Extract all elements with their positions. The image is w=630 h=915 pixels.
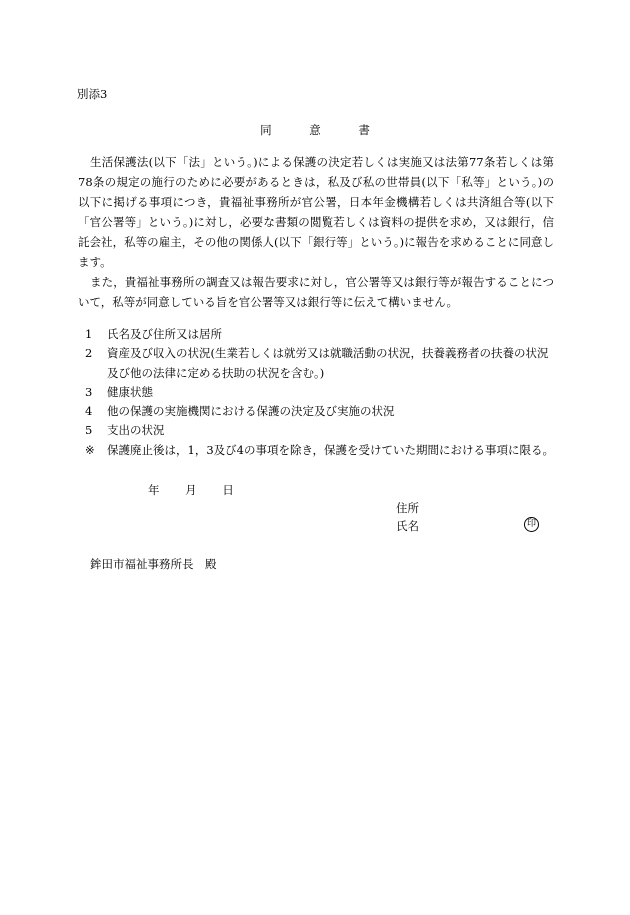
date-month: 月 <box>185 483 197 497</box>
item-number: 4 <box>85 404 93 419</box>
item-text: 他の保護の実施機関における保護の決定及び実施の状況 <box>107 404 395 419</box>
item-text: 資産及び収入の状況(生業若しくは就労又は就職活動の状況，扶養義務者の扶養の状況及び他の法律に定める扶助の状況を含む。) <box>107 346 549 380</box>
list-item <box>85 402 555 421</box>
item-number: ※ <box>85 442 95 457</box>
list-item <box>85 383 555 402</box>
date-year: 年 <box>148 483 160 497</box>
list-item <box>85 421 555 440</box>
item-number: 1 <box>85 327 93 341</box>
consent-paragraph-1: 生活保護法(以下「法」という。)による保護の決定若しくは実施又は法第77条若しくは第78条の規定の施行のために必要があるときは，私及び私の世帯員(以下「私等」という。)の以下に掲げる事項につき，貴福祉事務所が官公署，日本年金機構若しくは共済組合等(以下「官公署等」という。)に対し，必要な書類の閲覧若しくは資料の提供を求め，又は銀行，信託会社，私等の雇主，その他の関係人(以下「銀行等」という。)に報告を求めることに同意します。 <box>78 155 554 269</box>
item-text: 氏名及び住所又は居所 <box>107 327 222 341</box>
address-label: 住所 <box>396 501 419 515</box>
item-number: 2 <box>85 346 93 361</box>
seal-mark-icon: 印 <box>524 517 539 532</box>
date-day: 日 <box>222 483 234 497</box>
list-item <box>85 325 555 344</box>
name-label: 氏名 <box>396 519 419 533</box>
title-char: 同 <box>260 123 272 137</box>
annex-label: 別添3 <box>77 87 108 101</box>
list-item <box>85 344 555 383</box>
item-number: 3 <box>85 384 93 399</box>
date-line <box>148 482 256 498</box>
item-text: 支出の状況 <box>107 423 165 438</box>
item-text: 保護廃止後は，1，3及び4の事項を除き，保護を受けていた期間における事項に限る。 <box>107 442 554 457</box>
consent-paragraph-2: また，貴福祉事務所の調査又は報告要求に対し，官公署等又は銀行等が報告することについて，私等が同意している旨を官公署等又は銀行等に伝えて構いません。 <box>78 275 554 309</box>
item-list <box>85 325 555 460</box>
title-char: 意 <box>309 123 321 137</box>
item-text: 健康状態 <box>107 384 153 399</box>
list-item <box>85 441 555 460</box>
title-char: 書 <box>358 123 370 137</box>
item-number: 5 <box>85 423 93 438</box>
recipient-line: 鉾田市福祉事務所長 殿 <box>90 557 217 571</box>
document-title <box>0 122 630 138</box>
